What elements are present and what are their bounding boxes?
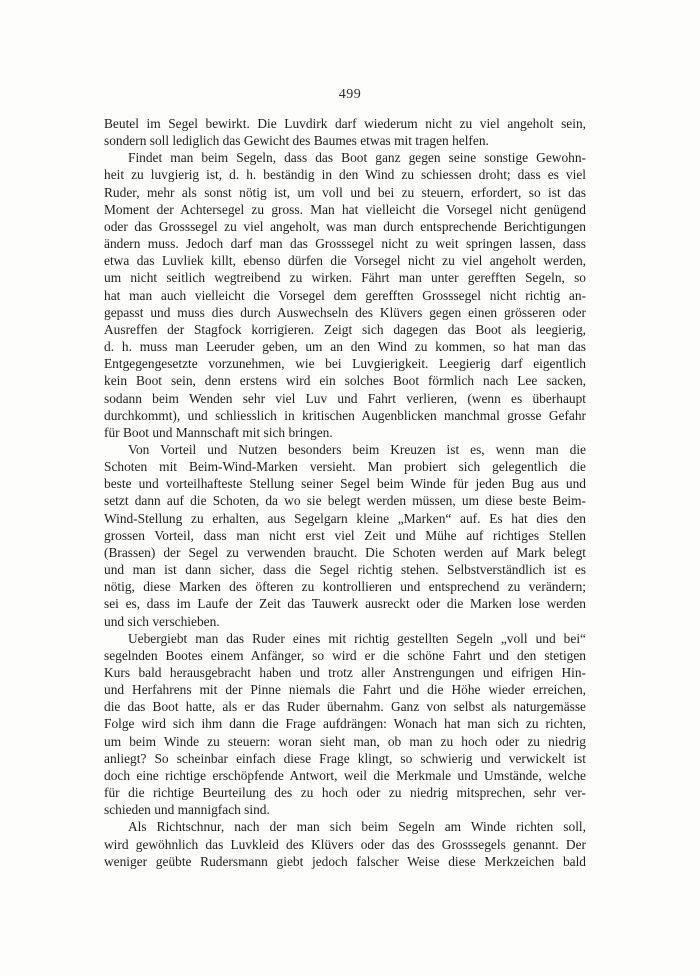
text-line: Moment der Achtersegel zu gross. Man hat vielleicht die Vorsegel nicht genügend [104, 201, 586, 217]
text-line: um nicht seitlich wegtreibend zu wirken. Fährt man unter gerefften Segeln, so [104, 270, 586, 286]
text-line: nötig, diese Marken des öfteren zu kontrollieren und entsprechend zu verändern; [104, 579, 586, 595]
text-line: für die richtige Beurteilung des zu hoch oder zu niedrig mitsprechen, sehr ver- [104, 785, 586, 801]
text-line: Folge wird sich ihm dann die Frage aufdrängen: Wonach hat man sich zu richten, [104, 716, 586, 732]
text-line: die das Boot hatte, als er das Ruder übernahm. Ganz von selbst als naturgemässe [104, 699, 586, 715]
text-line: Ruder, mehr als sonst nötig ist, um voll und bei zu steuern, erfordert, so ist das [104, 184, 586, 200]
paragraph-p4 [104, 630, 586, 819]
paragraph-p1 [104, 115, 586, 149]
text-line: sondern soll lediglich das Gewicht des Baumes etwas mit tragen helfen. [104, 133, 489, 149]
text-line: Ausreffen der Stagfock korrigieren. Zeigt sich dagegen das Boot als leegierig, [104, 321, 586, 337]
text-line: Entgegengesetzte vorzunehmen, wie bei Luvgierigkeit. Leegierig darf eigentlich [104, 356, 586, 372]
text-line: Schoten mit Beim-Wind-Marken versieht. Man probiert sich gelegentlich die [104, 459, 586, 475]
text-line: anliegt? So scheinbar einfach diese Frage klingt, so schwierig und verwickelt ist [104, 750, 586, 766]
text-line: Kurs bald herausgebracht haben und trotz aller Anstrengungen und eifrigen Hin- [104, 665, 586, 680]
text-line: schieden und mannigfach sind. [104, 802, 270, 818]
text-line: doch eine richtige erschöpfende Antwort, weil die Merkmale und Umstände, welche [104, 767, 586, 783]
text-line: gepasst und muss dies durch Auswechseln des Klüvers gegen einen grösseren oder [104, 304, 586, 320]
text-line: und sich verschieben. [104, 613, 220, 629]
text-line: Von Vorteil und Nutzen besonders beim Kreuzen ist es, wenn man die [128, 441, 586, 457]
text-line: etwa das Luvliek killt, ebenso dürfen die Vorsegel nicht zu viel angeholt werden, [104, 253, 586, 269]
text-line: und man ist dann sicher, dass die Segel richtig stehen. Selbstverständlich ist es [104, 562, 586, 578]
text-line: segelnden Bootes einem Anfänger, so wird er die schöne Fahrt und den stetigen [104, 647, 586, 663]
text-line: Als Richtschnur, nach der man sich beim Segeln am Winde richten soll, [128, 819, 586, 835]
text-line: weniger geübte Rudersmann giebt jedoch falscher Weise diese Merkzeichen bald [104, 853, 586, 869]
paragraph-p5 [104, 818, 586, 869]
text-line: hat man auch vielleicht die Vorsegel dem gerefften Grosssegel nicht richtig an- [104, 287, 586, 303]
text-line: sodann beim Wenden sehr viel Luv und Fahrt verlieren, (wenn es überhaupt [104, 390, 586, 406]
paragraph-p3 [104, 441, 586, 630]
text-line: ändern muss. Jedoch darf man das Grosssegel nicht zu weit springen lassen, dass [104, 236, 586, 252]
page-number: 499 [338, 87, 362, 102]
body-text [104, 115, 586, 870]
text-line: oder das Grosssegel zu viel angeholt, was man durch entsprechende Berichtigungen [104, 218, 586, 234]
text-line: kein Boot sein, denn erstens wird ein solches Boot förmlich nach Lee sacken, [104, 373, 586, 389]
paragraph-p2 [104, 149, 586, 441]
text-line: und Herfahrens mit der Pinne niemals die Fahrt und die Höhe wieder erreichen, [104, 682, 586, 698]
text-line: sei es, dass im Laufe der Zeit das Tauwerk ausreckt oder die Marken lose werden [104, 596, 586, 612]
text-line: setzt dann auf die Schoten, da wo sie belegt werden müssen, um diese beste Beim- [104, 493, 586, 509]
text-line: wird gewöhnlich das Luvkleid des Klüvers oder das des Grosssegels genannt. Der [104, 836, 586, 852]
text-line: für Boot und Mannschaft mit sich bringen. [104, 424, 333, 440]
text-line: Beutel im Segel bewirkt. Die Luvdirk darf wiederum nicht zu viel angeholt sein, [104, 116, 586, 131]
text-line: Findet man beim Segeln, dass das Boot ganz gegen seine sonstige Gewohn- [128, 150, 586, 166]
text-line: durchkommt), und schliesslich in kritischen Augenblicken manchmal grosse Gefahr [104, 407, 586, 423]
text-line: Wind-Stellung zu erhalten, aus Segelgarn kleine „Marken“ auf. Es hat dies den [104, 510, 586, 526]
text-line: (Brassen) der Segel zu verwenden braucht. Die Schoten werden auf Mark belegt [104, 544, 586, 560]
text-line: Uebergiebt man das Ruder eines mit richtig gestellten Segeln „voll und bei“ [128, 630, 586, 646]
text-line: um beim Winde zu steuern: woran sieht man, ob man zu hoch oder zu niedrig [104, 733, 586, 749]
text-line: grossen Vorteil, dass man nicht erst viel Zeit und Mühe auf richtiges Stellen [104, 527, 586, 543]
text-line: d. h. muss man Leeruder geben, um an den Wind zu kommen, so hat man das [104, 339, 586, 355]
text-line: beste und vorteilhafteste Stellung seiner Segel beim Winde für jeden Bug aus und [104, 476, 586, 492]
text-line: heit zu luvgierig ist, d. h. beständig in den Wind zu schiessen droht; dass es viel [104, 167, 586, 183]
